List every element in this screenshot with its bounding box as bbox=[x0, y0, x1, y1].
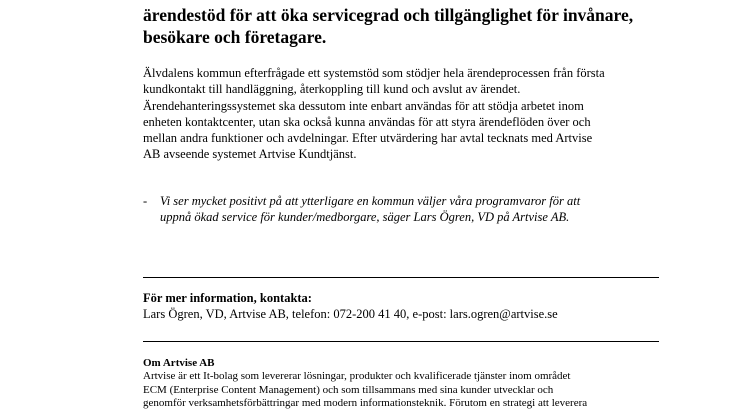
press-release-heading bbox=[143, 4, 663, 48]
body-paragraph bbox=[143, 65, 663, 163]
divider bbox=[143, 277, 659, 278]
contact-info: Lars Ögren, VD, Artvise AB, telefon: 072-200 41 40, e-post: lars.ogren@artvise.se bbox=[143, 307, 558, 321]
quote-text bbox=[160, 193, 580, 226]
quote-dash: - bbox=[143, 194, 148, 208]
about-title: Om Artvise AB bbox=[143, 357, 215, 369]
body-line: mellan andra funktioner och avdelningar. Efter utvärdering har avtal tecknats med Artvise bbox=[143, 131, 593, 146]
body-line: Ärendehanteringssystemet ska dessutom inte enbart användas för att stödja arbetet inom bbox=[143, 98, 584, 113]
heading-line: besökare och företagare. bbox=[143, 27, 327, 47]
divider bbox=[143, 341, 659, 342]
quote-line: uppnå ökad service för kunder/medborgare, säger Lars Ögren, VD på Artvise AB. bbox=[160, 210, 570, 225]
body-line: Älvdalens kommun efterfrågade ett systemstöd som stödjer hela ärendeprocessen från första bbox=[143, 66, 605, 80]
about-line: ECM (Enterprise Content Management) och som tillsammans med sina kunder utvecklar och bbox=[143, 383, 554, 396]
contact-title: För mer information, kontakta: bbox=[143, 291, 312, 305]
heading-line: ärendestöd för att öka servicegrad och tillgänglighet för invånare, bbox=[143, 5, 634, 25]
about-line: Artvise är ett It-bolag som levererar lösningar, produkter och kvalificerade tjänster inom området bbox=[143, 370, 571, 382]
about-paragraph bbox=[143, 370, 663, 411]
body-line: AB avseende systemet Artvise Kundtjänst. bbox=[143, 147, 357, 162]
body-line: enheten kontaktcenter, utan ska också kunna användas för att styra ärendeflöden över och bbox=[143, 114, 591, 129]
quote-line: Vi ser mycket positivt på att ytterligare en kommun väljer våra programvaror för att bbox=[160, 194, 581, 208]
body-line: kundkontakt till handläggning, återkoppling till kund och avslut av ärendet. bbox=[143, 82, 521, 97]
about-line: genomför verksamhetsförbättringar med modern informationsteknik. Förutom en strategi att leverera bbox=[143, 397, 588, 410]
